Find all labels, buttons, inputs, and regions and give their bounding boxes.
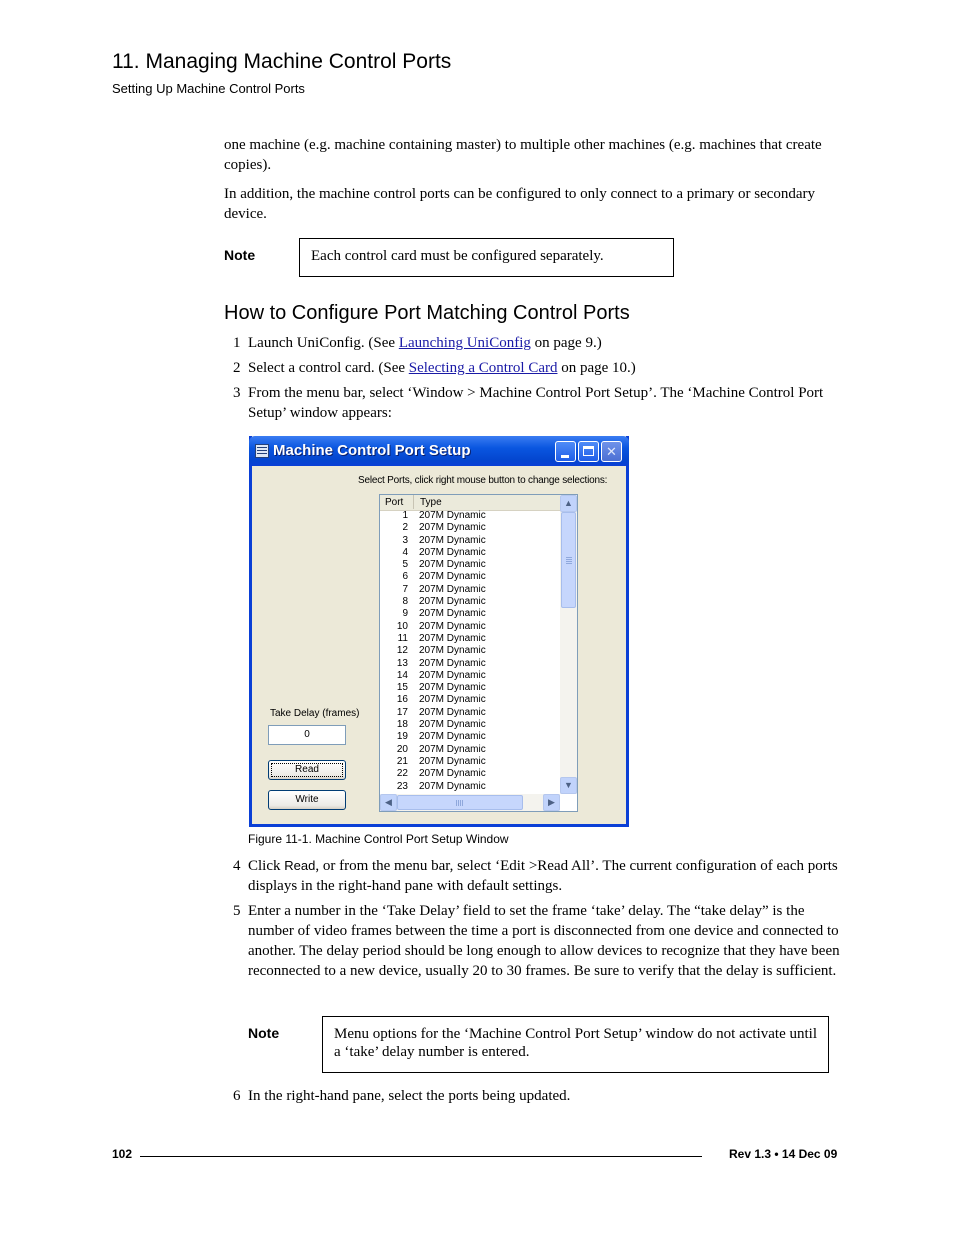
footer-rule: [140, 1156, 702, 1157]
arrow-right-icon[interactable]: ▶: [543, 794, 560, 811]
step-text-pre: Select a control card. (See: [248, 360, 409, 376]
list-item[interactable]: [380, 559, 560, 571]
focus-ring: [271, 763, 343, 777]
step-text: From the menu bar, select ‘Window > Machine Control Port Setup’. The ‘Machine Control Port Setup’ window appears:: [248, 385, 824, 421]
list-item[interactable]: [380, 756, 560, 768]
step-4: [233, 856, 845, 896]
step-text: In the right-hand pane, select the ports being updated.: [248, 1088, 571, 1104]
column-header-type[interactable]: Type: [420, 497, 442, 508]
list-item[interactable]: [380, 682, 560, 694]
port-type: 207M Dynamic: [419, 706, 486, 718]
write-button-label: Write: [295, 794, 319, 805]
vertical-scrollbar[interactable]: [560, 495, 577, 794]
list-item[interactable]: [380, 707, 560, 719]
port-type: 207M Dynamic: [419, 731, 486, 743]
chapter-title: 11. Managing Machine Control Ports: [112, 50, 452, 73]
list-item[interactable]: [380, 768, 560, 780]
step-3: [233, 383, 845, 423]
port-number: 7: [402, 583, 408, 595]
list-item[interactable]: [380, 510, 560, 522]
step-text-post: , or from the menu bar, select ‘Edit >Read All’. The current configuration of each ports displays in the right-hand pane with default settings.: [248, 858, 838, 894]
note-label: Note: [224, 247, 256, 263]
take-delay-label: Take Delay (frames): [270, 708, 360, 719]
port-number: 4: [402, 546, 408, 558]
port-type: 207M Dynamic: [419, 559, 486, 571]
port-type: 207M Dynamic: [419, 657, 486, 669]
port-type: 207M Dynamic: [419, 743, 486, 755]
port-number: 9: [402, 608, 408, 620]
port-type: 207M Dynamic: [419, 608, 486, 620]
arrow-left-icon[interactable]: ◀: [380, 794, 397, 811]
step-text-post: on page 10.): [557, 360, 636, 376]
port-number: 18: [396, 719, 408, 731]
note-box: [322, 1016, 829, 1073]
intro-paragraph-1: one machine (e.g. machine containing master) to multiple other machines (e.g. machines that create copies).: [224, 137, 822, 173]
write-button[interactable]: [268, 790, 346, 810]
maximize-icon: [583, 446, 594, 456]
list-item[interactable]: [380, 608, 560, 620]
port-number: 3: [402, 534, 408, 546]
arrow-down-icon[interactable]: ▼: [560, 777, 577, 794]
step-number: 2: [233, 360, 241, 376]
port-number: 19: [396, 731, 408, 743]
port-number: 13: [396, 657, 408, 669]
step-text-pre: Click: [248, 858, 285, 874]
step-number: 5: [233, 903, 241, 919]
minimize-icon: [561, 455, 569, 458]
instructions-text: Select Ports, click right mouse button to change selections:: [358, 475, 608, 486]
port-type: 207M Dynamic: [419, 522, 486, 534]
port-number: 5: [402, 559, 408, 571]
step-number: 3: [233, 385, 241, 401]
list-item[interactable]: [380, 621, 560, 633]
port-number: 23: [396, 780, 408, 792]
page-number: 102: [112, 1147, 133, 1161]
vertical-scroll-thumb[interactable]: [561, 512, 576, 608]
list-item[interactable]: [380, 596, 560, 608]
list-item[interactable]: [380, 670, 560, 682]
port-type: 207M Dynamic: [419, 719, 486, 731]
column-header-port[interactable]: Port: [380, 495, 414, 509]
take-delay-input[interactable]: 0: [268, 725, 346, 745]
list-item[interactable]: [380, 719, 560, 731]
intro-paragraph-2: In addition, the machine control ports can be configured to only connect to a primary or secondary device.: [224, 186, 816, 222]
port-type: 207M Dynamic: [419, 780, 486, 792]
window-app-icon: [255, 444, 269, 458]
note-text: Menu options for the ‘Machine Control Port Setup’ window do not activate until a ‘take’ delay number is entered.: [334, 1026, 817, 1060]
list-item[interactable]: [380, 645, 560, 657]
step-1: [233, 333, 845, 353]
port-number: 8: [402, 596, 408, 608]
port-number: 11: [397, 632, 408, 644]
horizontal-scroll-thumb[interactable]: [397, 795, 523, 810]
note-box: [299, 238, 674, 277]
link-selecting-control-card[interactable]: Selecting a Control Card: [408, 360, 558, 376]
port-type: 207M Dynamic: [419, 546, 486, 558]
section-subtitle: Setting Up Machine Control Ports: [112, 81, 305, 96]
step-text-post: on page 9.): [530, 335, 602, 351]
window-titlebar[interactable]: [249, 436, 629, 466]
list-rows: [380, 510, 560, 792]
port-type: 207M Dynamic: [419, 768, 486, 780]
revision-label: Rev 1.3 • 14 Dec 09: [729, 1147, 838, 1161]
port-type: 207M Dynamic: [419, 571, 486, 583]
port-type: 207M Dynamic: [419, 534, 486, 546]
port-type: 207M Dynamic: [419, 669, 486, 681]
grip-icon: [566, 557, 572, 558]
arrow-up-icon[interactable]: ▲: [560, 495, 577, 512]
step-5: [233, 901, 845, 1001]
step-text-pre: Launch UniConfig. (See: [248, 335, 399, 351]
figure-caption: Figure 11-1. Machine Control Port Setup Window: [248, 832, 509, 846]
port-type: 207M Dynamic: [419, 620, 486, 632]
code-read: Read: [284, 858, 316, 873]
port-number: 2: [402, 522, 408, 534]
step-text: Enter a number in the ‘Take Delay’ field to set the frame ‘take’ delay. The “take delay” is the number of video frames between the time a port is disconnected from one device and connected to another. The delay period should be long enough to allow devices to recognize that they have been reconnected to a new device, usually 20 to 30 frames. Be sure to verify that the delay is sufficient.: [248, 903, 840, 979]
link-launching-uniconfig[interactable]: Launching UniConfig: [398, 335, 531, 351]
horizontal-scrollbar[interactable]: [380, 794, 560, 811]
read-button-label: Read: [295, 764, 319, 775]
maximize-button[interactable]: [578, 441, 599, 462]
port-type: 207M Dynamic: [419, 755, 486, 767]
list-item[interactable]: [380, 522, 560, 534]
step-text: [248, 358, 843, 378]
window-title: Machine Control Port Setup: [273, 442, 471, 459]
step-text: [248, 333, 843, 353]
step-number: 6: [233, 1088, 241, 1104]
port-type: 207M Dynamic: [419, 645, 486, 657]
step-6: [233, 1086, 845, 1106]
port-type: 207M Dynamic: [419, 632, 486, 644]
list-item[interactable]: [380, 633, 560, 645]
list-item[interactable]: [380, 584, 560, 596]
port-number: 20: [396, 743, 408, 755]
grip-icon: [456, 800, 457, 806]
list-item[interactable]: [380, 694, 560, 706]
port-number: 15: [396, 682, 408, 694]
port-number: 1: [402, 510, 408, 521]
list-header: [380, 495, 560, 511]
port-type: 207M Dynamic: [419, 583, 486, 595]
port-number: 21: [396, 755, 408, 767]
port-number: 14: [396, 669, 408, 681]
list-item[interactable]: [380, 547, 560, 559]
port-number: 17: [396, 706, 408, 718]
section-heading: How to Configure Port Matching Control Ports: [224, 302, 630, 324]
minimize-button[interactable]: [555, 441, 576, 462]
step-number: 4: [233, 858, 241, 874]
list-item[interactable]: [380, 731, 560, 743]
port-number: 12: [396, 645, 408, 657]
port-number: 22: [396, 768, 408, 780]
port-type: 207M Dynamic: [419, 682, 486, 694]
port-type: 207M Dynamic: [419, 596, 486, 608]
step-2: [233, 358, 845, 378]
machine-control-port-setup-window: [249, 436, 629, 827]
list-item[interactable]: [380, 744, 560, 756]
read-button[interactable]: [268, 760, 346, 780]
port-number: 16: [396, 694, 408, 706]
port-list[interactable]: [379, 494, 578, 812]
window-client-area: [252, 466, 626, 824]
port-type: 207M Dynamic: [419, 510, 486, 521]
step-number: 1: [233, 335, 241, 351]
port-number: 6: [402, 571, 408, 583]
list-item[interactable]: [380, 781, 560, 792]
port-type: 207M Dynamic: [419, 694, 486, 706]
close-button[interactable]: [601, 441, 622, 462]
close-icon: ✕: [606, 444, 617, 459]
port-number: 10: [396, 620, 408, 632]
list-item[interactable]: [380, 571, 560, 583]
note-text: Each control card must be configured separately.: [311, 248, 604, 264]
list-item[interactable]: [380, 535, 560, 547]
step-text: [248, 856, 843, 896]
list-item[interactable]: [380, 658, 560, 670]
note-label: Note: [248, 1025, 280, 1041]
